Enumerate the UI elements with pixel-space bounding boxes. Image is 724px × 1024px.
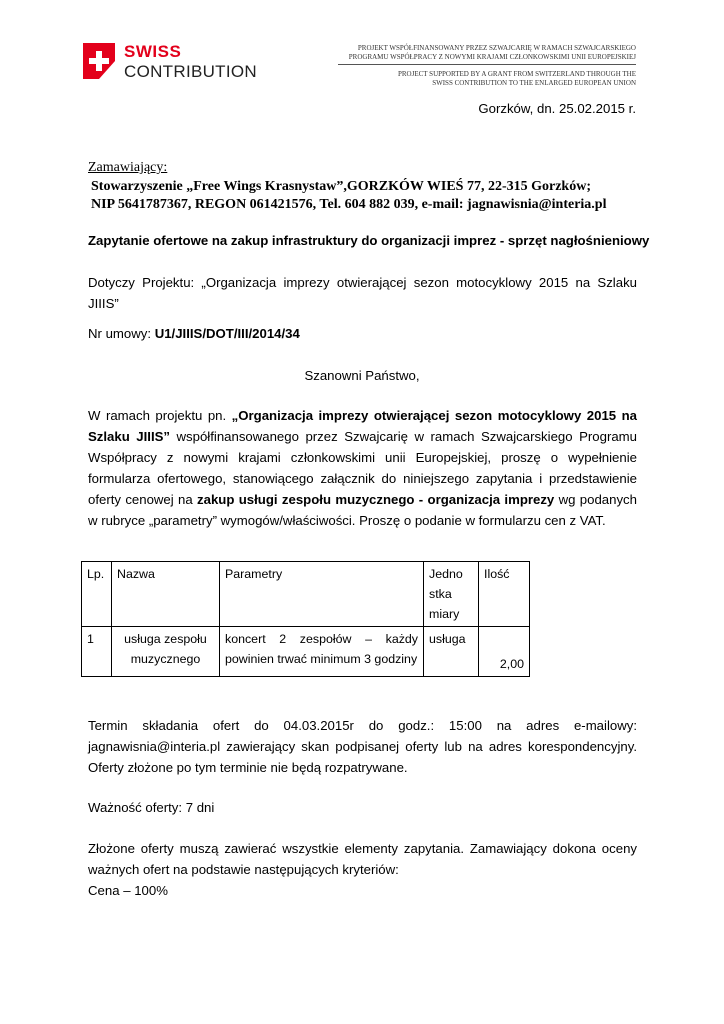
header-lp: Lp.: [82, 562, 112, 627]
price-criterion: Cena – 100%: [88, 883, 168, 898]
header-pl-line1: PROJEKT WSPÓŁFINANSOWANY PRZEZ SZWAJCARIĘ W RAMACH SZWAJCARSKIEGO: [357, 44, 636, 52]
document-title: Zapytanie ofertowe na zakup infrastruktury do organizacji imprez - sprzęt nagłośnieniowy: [88, 233, 650, 248]
zamawiajacy-label: Zamawiający:: [88, 160, 168, 175]
header-ilosc: Ilość: [479, 562, 530, 627]
table-header-row: [82, 562, 530, 627]
header-parametry: Parametry: [220, 562, 424, 627]
header-en-line1: PROJECT SUPPORTED BY A GRANT FROM SWITZERLAND THROUGH THE: [398, 70, 636, 78]
table-row: [82, 627, 530, 677]
zamawiajacy-line2: NIP 5641787367, REGON 061421576, Tel. 604 882 039, e-mail: jagnawisnia@interia.pl: [91, 197, 607, 212]
header-polish: [306, 44, 636, 62]
cell-ilosc: 2,00: [479, 627, 530, 677]
document-date: Gorzków, dn. 25.02.2015 r.: [478, 101, 636, 116]
header-en-line2: SWISS CONTRIBUTION TO THE ENLARGED EUROPEAN UNION: [432, 79, 636, 87]
cell-parametry: koncert 2 zespołów – każdy powinien trwać minimum 3 godziny: [220, 627, 424, 677]
contract-number-label: Nr umowy:: [88, 326, 155, 341]
contract-number-value: U1/JIIIS/DOT/III/2014/34: [154, 326, 300, 341]
offer-table: [81, 561, 530, 677]
header-divider: [338, 64, 636, 65]
header-jednostka: Jedno stka miary: [424, 562, 479, 627]
main-paragraph: [88, 405, 637, 531]
main-service-name: zakup usługi zespołu muzycznego - organizacja imprezy: [197, 492, 555, 507]
swiss-cross-logo-icon: [83, 43, 115, 79]
logo-word-swiss: SWISS: [124, 42, 182, 61]
logo-word-contribution: CONTRIBUTION: [124, 62, 257, 81]
header-english: [306, 70, 636, 88]
offer-validity: Ważność oferty: 7 dni: [88, 800, 215, 815]
deadline-paragraph: Termin składania ofert do 04.03.2015r do godz.: 15:00 na adres e-mailowy: jagnawisnia@interia.pl zawierający skan podpisanej oferty lub na adres korespondencyjny. Oferty złożone po tym terminie nie będą rozpatrywane.: [88, 718, 637, 775]
contract-number: [88, 323, 637, 344]
project-reference: Dotyczy Projektu: „Organizacja imprezy otwierającej sezon motocyklowy 2015 na Szlaku JIIIS”: [88, 275, 637, 311]
main-text-1: W ramach projektu pn.: [88, 408, 232, 423]
cell-nazwa: usługa zespołu muzycznego: [112, 627, 220, 677]
main-project-name: „Organizacja imprezy otwierającej sezon motocyklowy 2015 na Szlaku JIIIS”: [88, 408, 637, 444]
cell-jednostka: usługa: [424, 627, 479, 677]
main-text-2: współfinansowanego przez Szwajcarię w ramach Szwajcarskiego Programu Współpracy z nowymi krajami członkowskimi unii Europejskiej, proszę o wypełnienie formularza ofertowego, stanowiącego załącznik do niniejszego zapytania i przedstawienie oferty cenowej na: [88, 429, 637, 507]
greeting: Szanowni Państwo,: [304, 368, 420, 383]
header-pl-line2: PROGRAMU WSPÓŁPRACY Z NOWYMI KRAJAMI CZŁONKOWSKIMI UNII EUROPEJSKIEJ: [348, 53, 636, 61]
header-nazwa: Nazwa: [112, 562, 220, 627]
cell-lp: 1: [82, 627, 112, 677]
evaluation-criteria: Złożone oferty muszą zawierać wszystkie elementy zapytania. Zamawiający dokona oceny ważnych ofert na podstawie następujących kryteriów:: [88, 841, 637, 877]
zamawiajacy-line1: Stowarzyszenie „Free Wings Krasnystaw”,GORZKÓW WIEŚ 77, 22-315 Gorzków;: [91, 179, 591, 194]
main-text-3: wg podanych w rubryce „parametry” wymogów/właściwości. Proszę o podanie w formularzu cen z VAT.: [88, 492, 637, 528]
